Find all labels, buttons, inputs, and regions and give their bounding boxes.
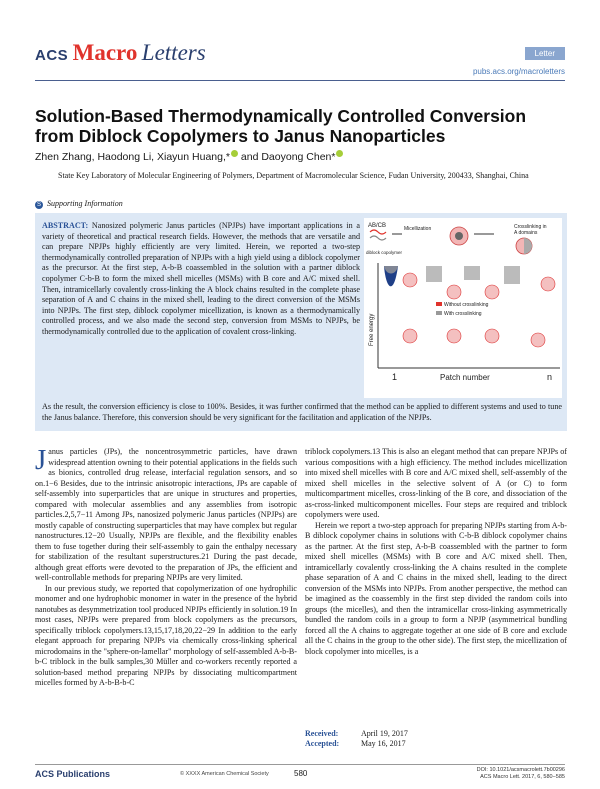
corresponding-star: * xyxy=(331,151,336,163)
toc-crosslinking-label-2: A domains xyxy=(514,230,538,236)
abstract-label: ABSTRACT: xyxy=(42,221,89,230)
energy-bar-icon xyxy=(464,266,480,280)
particle-icon xyxy=(447,329,461,343)
accepted-date: May 16, 2017 xyxy=(361,739,406,748)
toc-x-end: n xyxy=(547,372,553,382)
paragraph: Herein we report a two-step approach for preparing NPJPs starting from A-b-B diblock copolymer chains in solutions with C-b-B diblock copolymer chains as the partner. At the first step, A-b-B coassembled with the partner to form mixed shell micelles (MSMs) with B core and A/C mixed shell. Then, intramicellarly covalently cross-linking the A chains resulted in the complete phase separation of A and C chains in the mixed shell, leading to the direct conversion of the MSMs into NPJPs. From another perspective, the method can be imagined as the coassembly in the first step divided the random coils into groups (the micelles), and then the intramicellar cross-linking asymmetrically bundled the random coils in a group to form a NPJP (asymmetrical bundling forced all the A chains to aggregate together at one side of B core and exclude all the C chains in the group to the other side). The first step, the micellization of block copolymer into micelles, is a xyxy=(305,520,567,656)
doi-link[interactable]: DOI: 10.1021/acsmacrolett.7b00296 xyxy=(476,767,565,773)
body-column-left xyxy=(35,444,297,689)
toc-legend-1: Without crosslinking xyxy=(444,302,489,308)
citation: ACS Macro Lett. 2017, 6, 580−585 xyxy=(480,774,565,780)
toc-figure xyxy=(364,218,562,398)
journal-logo xyxy=(35,40,206,66)
paragraph: In our previous study, we reported that copolymerization of one hydrophilic monomer and one hydrophobic monomer in water in the presence of the hybrid nanotubes as desymmetrization tool produced NPJPs efficiently in solution.19 In most cases, NPJPs were prepared from block copolymers as the precursors, specifically triblock copolymers.13,15,17,18,20,22−29 In addition to the early elegant approach for preparing NPJPs via chemically cross-linking spherical microdomains in the "sphere-on-lamellar" morphology of self-assembled A-b-B-b-C triblock in the bulk samples,30 Müller and co-workers recently reported a solution-based method preparing NPJPs by dissociating multicompartment micelles formed by A-b-B-b-C xyxy=(35,583,297,687)
toc-legend-2: With crosslinking xyxy=(444,311,482,317)
legend-swatch-without xyxy=(436,302,442,306)
header-rule xyxy=(35,80,565,81)
legend-swatch-with xyxy=(436,311,442,315)
article-dates xyxy=(305,729,408,749)
energy-bar-icon xyxy=(426,266,442,282)
supporting-info-label: Supporting Information xyxy=(47,199,123,208)
supporting-information-link[interactable] xyxy=(35,199,123,209)
copyright: © XXXX American Chemical Society xyxy=(180,771,269,777)
footer-rule xyxy=(35,764,565,765)
paragraph xyxy=(35,444,297,584)
article-type-badge: Letter xyxy=(525,47,565,60)
toc-y-label: Free energy xyxy=(369,313,375,346)
received-label: Received: xyxy=(305,729,339,738)
toc-x-label: Patch number xyxy=(440,373,490,382)
received-date: April 19, 2017 xyxy=(361,729,408,738)
corresponding-star: * xyxy=(225,151,230,163)
toc-x-start: 1 xyxy=(392,372,398,382)
toc-micellization-label: Micellization xyxy=(404,226,432,232)
abstract xyxy=(42,221,360,338)
paper-title: Solution-Based Thermodynamically Controlled Conversion from Diblock Copolymers to Janus Nanoparticles xyxy=(35,106,527,146)
orcid-icon[interactable] xyxy=(336,150,343,157)
page-number: 580 xyxy=(294,769,308,778)
abstract-continuation: As the result, the conversion efficiency is close to 100%. Besides, it was further confirmed that the method can be applied to different systems and used to tune the Janus balance. Therefore, this conversion should be very significant for the facilitation and application of the NPJPs. xyxy=(42,402,562,422)
toc-diblock-label: diblock copolymer xyxy=(366,250,403,255)
drop-cap: J xyxy=(35,444,47,476)
journal-acs: ACS xyxy=(35,47,69,64)
particle-icon xyxy=(485,285,499,299)
particle-icon xyxy=(403,329,417,343)
abstract-body: Nanosized polymeric Janus particles (NPJPs) have important applications in a variety of theoretical and practical research fields. However, the methods that are versatile and can prepare NPJPs highly efficiently are very limited. Herein, we reported a two-step thermodynamically controlled preparation of NPJPs with a high yield using a diblock copolymer as the precursor. At the first step, A-b-B coassembled in the solution with a partner diblock copolymer C-b-B to form the mixed shell micelles (MSMs) with B core and A/C mixed shell. Then, intramicellarly covalently cross-linking the A block chains resulted in the complete phase separation of A and C chains in the mixed shell, leading to the direct conversion of the MSMs into NPJPs. The first step, diblock copolymer micellization, is known as a thermodynamically controlled process, and we also made the second step, conversion from MSMs to NPJPs, be thermodynamically controlled due to the application of covalent cross-linking. xyxy=(42,221,360,336)
toc-crosslinking-label-1: Crosslinking in xyxy=(514,224,547,230)
accepted-label: Accepted: xyxy=(305,739,340,748)
particle-icon xyxy=(541,277,555,291)
authors-last: and Daoyong Chen xyxy=(237,151,332,163)
particle-icon xyxy=(447,285,461,299)
paragraph-text: anus particles (JPs), the noncentrosymmetric particles, have drawn widespread attention owning to their potential applications in the fields such as bionics, controlled drug release, interfacial regulation sensors, and so on.1−6 Besides, due to the intrinsic anisotropic interactions, JPs are capable of self-assembly into superparticles that are unique in structures and properties, compared with molecular assemblies and any assemblies from isotropic particles.2,5,7−11 Among JPs, nanosized polymeric Janus particles (NPJPs) are mostly capable of constructing superparticles that may have complex but regular nanostructures.12−20 Usually, NPJPs are flexible, and the flexibility enables them to fuse together during their self-assembly to gain the enthalpy necessary for stabilization of the resultant superstructures.21 During the past decade, although great efforts were devoted to the preparation of JPs, the efficient and well-controllable methods for preparing NPJPs are very limited. xyxy=(35,447,297,582)
particle-icon xyxy=(531,333,545,347)
paragraph: triblock copolymers.13 This is also an elegant method that can prepare NPJPs of various compositions with a high efficiency. The method includes micellization into mixed shell micelles with B core and A/C mixed shell, self-assembly of the mixed shell micelles in the selective solvent of A (or C) to form multicompartment micelles, cross-linking of the B core, and dissociation of the as-cross-linked multicomponent micelles. Four steps are required and triblock copolymers were used. xyxy=(305,447,567,519)
orcid-icon[interactable] xyxy=(231,150,238,157)
authors-first: Zhen Zhang, Haodong Li, Xiayun Huang, xyxy=(35,151,226,163)
micelle-core-icon xyxy=(455,232,463,240)
body-column-right xyxy=(305,447,567,657)
author-list xyxy=(35,150,343,163)
supporting-info-icon: S xyxy=(36,202,41,208)
energy-bar-icon xyxy=(504,266,520,284)
toc-graphic xyxy=(364,218,562,398)
citation-info xyxy=(477,767,565,781)
particle-icon xyxy=(403,273,417,287)
toc-abcb-label: AB/CB xyxy=(368,223,387,229)
journal-url[interactable]: pubs.acs.org/macroletters xyxy=(472,67,565,76)
affiliation: State Key Laboratory of Molecular Engineering of Polymers, Department of Macromolecular Science, Fudan University, 200433, Shanghai, China xyxy=(58,171,529,180)
particle-icon xyxy=(485,329,499,343)
journal-macro: Macro xyxy=(72,40,138,65)
acs-publications-logo: ACS Publications xyxy=(35,769,111,779)
journal-letters: Letters xyxy=(141,40,206,65)
